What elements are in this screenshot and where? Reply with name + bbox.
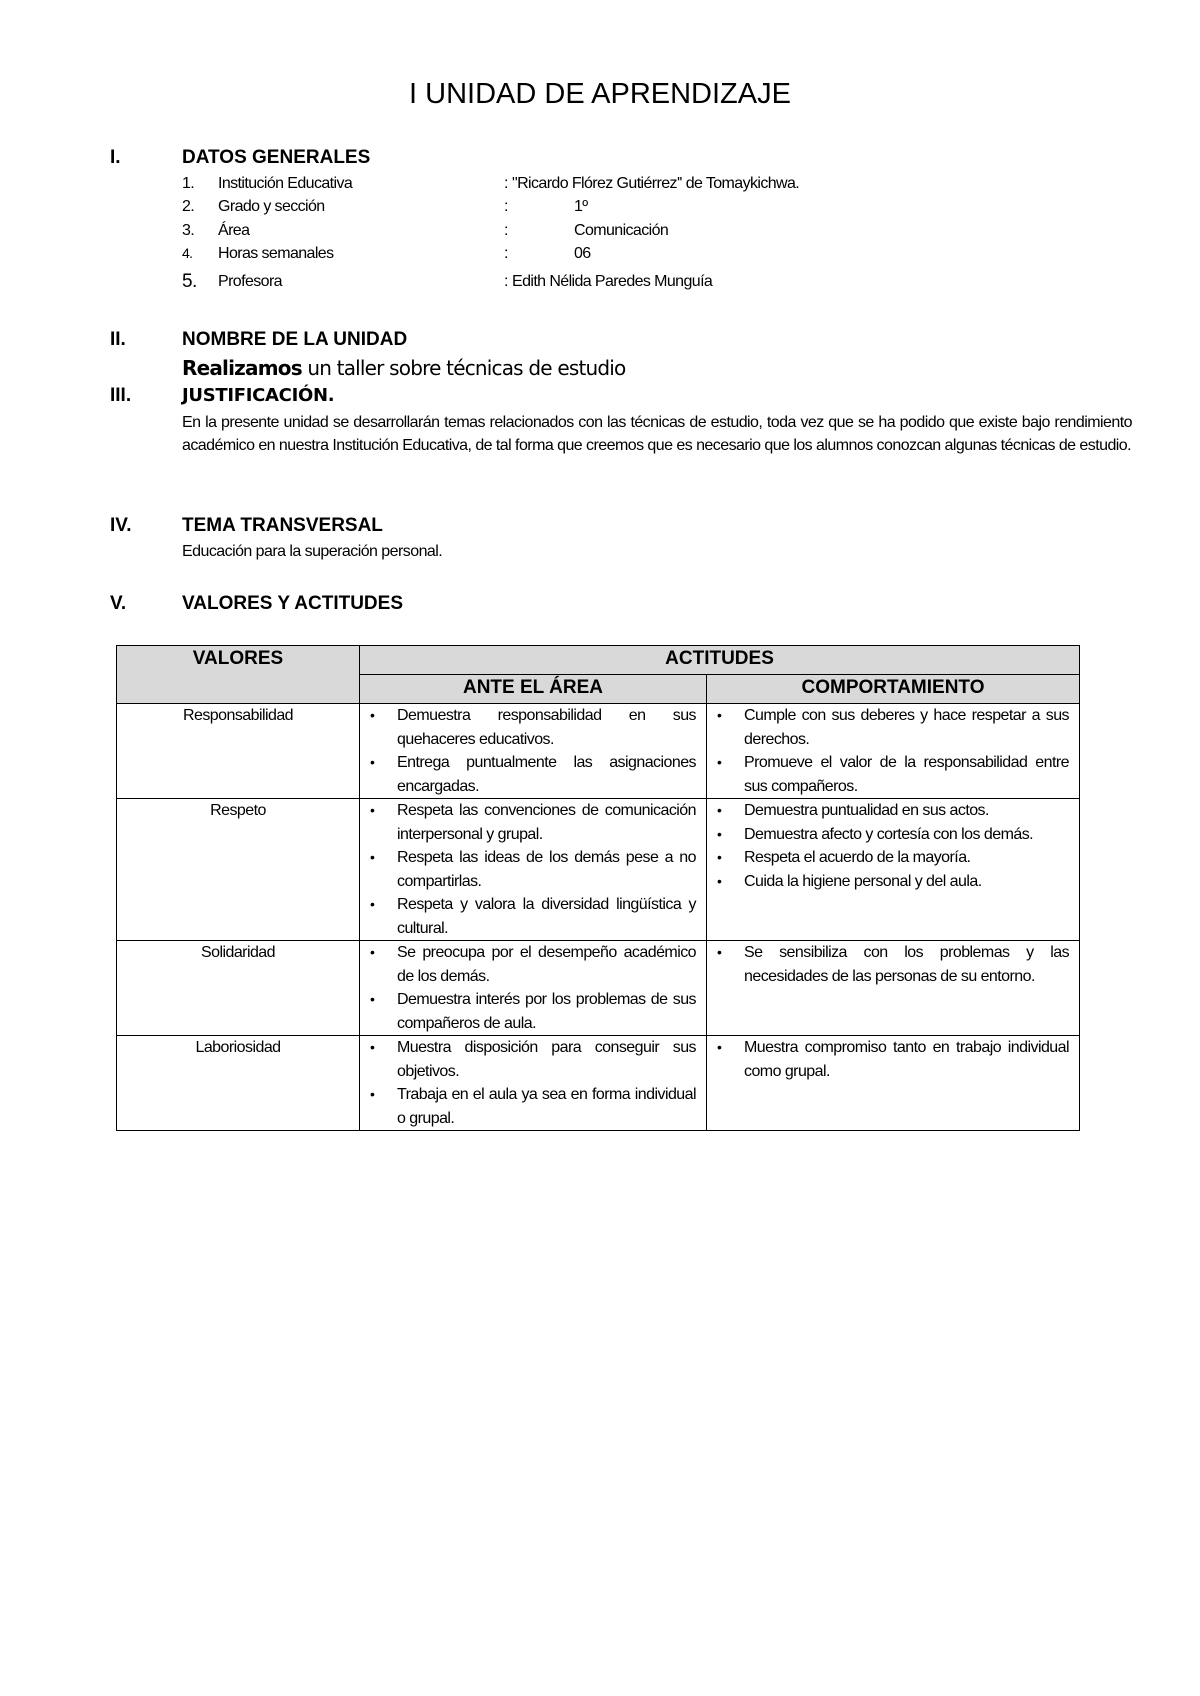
datos-row [182, 198, 1082, 222]
bullet-icon: • [370, 802, 375, 818]
bullet-icon: • [717, 1039, 722, 1055]
justificacion-paragraph: En la presente unidad se desarrollarán temas relacionados con las técnicas de estudio, toda vez que se ha podido que existe bajo rendimiento académico en nuestra Institución Educativa, de tal forma que creemos que es necesario que los alumnos conozcan algunas técnicas de estudio. [182, 414, 1132, 454]
bullet-icon: • [370, 1086, 375, 1102]
section-title-datos-generales: DATOS GENERALES [182, 147, 371, 168]
list-item [360, 941, 696, 988]
bullet-icon: • [717, 872, 722, 889]
bullet-icon: • [717, 802, 722, 818]
list-item-text: Respeta las ideas de los demás pese a no compartirlas. [397, 849, 696, 890]
list-item [707, 751, 1069, 798]
bullet-icon: • [370, 896, 375, 912]
item-colon: : [504, 245, 508, 262]
document-title: I UNIDAD DE APRENDIZAJE [409, 78, 791, 110]
datos-row [182, 175, 1082, 199]
item-colon: : [504, 175, 508, 192]
list-item-text: Demuestra puntualidad en sus actos. [744, 802, 989, 819]
list-item-text: Se preocupa por el desempeño académico de los demás. [397, 944, 696, 985]
list-item-text: Cumple con sus deberes y hace respetar a sus derechos. [744, 707, 1070, 748]
unit-name-bold: Realizamos [182, 356, 302, 380]
bullet-icon: • [717, 825, 722, 842]
header-comportamiento: COMPORTAMIENTO [707, 675, 1080, 704]
datos-row [182, 222, 1082, 246]
list-item [707, 870, 1069, 894]
item-number: 4. [182, 245, 193, 261]
list-item [360, 704, 696, 751]
bullet-icon: • [717, 707, 722, 723]
area-list [360, 1036, 696, 1130]
item-label: Área [218, 222, 250, 239]
bullet-icon: • [717, 754, 722, 770]
list-item [707, 941, 1069, 988]
table-row [117, 799, 1080, 941]
item-value: "Ricardo Flórez Gutiérrez'' de Tomaykichwa. [512, 175, 800, 192]
bullet-icon: • [370, 707, 375, 723]
area-list [360, 704, 696, 798]
area-cell [360, 704, 707, 799]
list-item-text: Se sensibiliza con los problemas y las necesidades de las personas de su entorno. [744, 944, 1070, 985]
bullet-icon: • [370, 754, 375, 770]
datos-row [182, 245, 1082, 269]
bullet-icon: • [370, 849, 375, 865]
list-item [707, 1036, 1069, 1083]
section-title-valores-actitudes: VALORES Y ACTITUDES [182, 593, 403, 614]
comportamiento-cell [707, 941, 1080, 1036]
item-value: 06 [574, 245, 591, 262]
item-colon: : [504, 273, 508, 290]
list-item-text: Demuestra afecto y cortesía con los demás. [744, 825, 1034, 843]
list-item [707, 704, 1069, 751]
list-item [360, 1083, 696, 1130]
table-row [117, 704, 1080, 799]
list-item [707, 823, 1069, 847]
section-number: V. [110, 593, 127, 614]
list-item [707, 799, 1069, 823]
comportamiento-cell [707, 704, 1080, 799]
item-value: Edith Nélida Paredes Munguía [512, 273, 713, 290]
area-cell [360, 1036, 707, 1131]
list-item-text: Respeta las convenciones de comunicación interpersonal y grupal. [397, 802, 696, 843]
tema-transversal-text: Educación para la superación personal. [182, 543, 443, 560]
list-item [360, 751, 696, 798]
section-title-justificacion: JUSTIFICACIÓN. [182, 385, 335, 406]
section-title-nombre-unidad: NOMBRE DE LA UNIDAD [182, 329, 408, 350]
list-item-text: Cuida la higiene personal y del aula. [744, 872, 982, 890]
valor-cell: Responsabilidad [117, 704, 360, 799]
comportamiento-list [707, 1036, 1069, 1083]
comportamiento-cell [707, 1036, 1080, 1131]
list-item-text: Respeta y valora la diversidad lingüística y cultural. [397, 896, 696, 937]
item-number: 2. [182, 198, 195, 215]
area-cell [360, 941, 707, 1036]
header-actitudes: ACTITUDES [360, 646, 1080, 675]
table-row [117, 1036, 1080, 1131]
valor-cell: Laboriosidad [117, 1036, 360, 1131]
section-number: II. [110, 329, 126, 350]
area-list [360, 799, 696, 940]
item-number: 5. [182, 271, 197, 292]
header-ante-el-area: ANTE EL ÁREA [360, 675, 707, 704]
area-cell [360, 799, 707, 941]
item-value: 1º [574, 198, 588, 215]
table-row [117, 941, 1080, 1036]
unit-name-rest: un taller sobre técnicas de estudio [301, 356, 626, 380]
valor-cell: Respeto [117, 799, 360, 941]
bullet-icon: • [370, 991, 375, 1007]
item-number: 1. [182, 175, 195, 192]
comportamiento-list [707, 941, 1069, 988]
list-item [360, 1036, 696, 1083]
section-title-tema-transversal: TEMA TRANSVERSAL [182, 515, 383, 536]
list-item [360, 893, 696, 940]
header-valores: VALORES [117, 646, 360, 704]
comportamiento-list [707, 799, 1069, 893]
bullet-icon: • [370, 1039, 375, 1055]
bullet-icon: • [370, 944, 375, 960]
section-number: I. [110, 147, 121, 168]
item-value: Comunicación [574, 222, 669, 239]
list-item-text: Entrega puntualmente las asignaciones encargadas. [397, 754, 696, 795]
section-number: IV. [110, 515, 132, 536]
comportamiento-cell [707, 799, 1080, 941]
list-item-text: Respeta el acuerdo de la mayoría. [744, 849, 971, 866]
item-colon: : [504, 198, 508, 215]
area-list [360, 941, 696, 1035]
list-item-text: Demuestra responsabilidad en sus quehaceres educativos. [397, 707, 696, 748]
list-item [360, 846, 696, 893]
valores-actitudes-table [116, 645, 1080, 1131]
list-item-text: Muestra disposición para conseguir sus objetivos. [397, 1039, 696, 1080]
section-number: III. [110, 385, 132, 406]
list-item [360, 799, 696, 846]
list-item-text: Demuestra interés por los problemas de sus compañeros de aula. [397, 991, 696, 1032]
comportamiento-list [707, 704, 1069, 798]
bullet-icon: • [717, 849, 722, 865]
item-label: Institución Educativa [218, 175, 353, 192]
item-number: 3. [182, 222, 195, 239]
valor-cell: Solidaridad [117, 941, 360, 1036]
list-item [707, 846, 1069, 870]
list-item-text: Muestra compromiso tanto en trabajo individual como grupal. [744, 1039, 1070, 1080]
item-label: Grado y sección [218, 198, 325, 215]
datos-row [182, 273, 1082, 297]
list-item-text: Promueve el valor de la responsabilidad entre sus compañeros. [744, 754, 1070, 795]
list-item [360, 988, 696, 1035]
unit-name [182, 356, 625, 380]
bullet-icon: • [717, 944, 722, 960]
item-label: Profesora [218, 273, 282, 290]
list-item-text: Trabaja en el aula ya sea en forma individual o grupal. [397, 1086, 696, 1127]
item-label: Horas semanales [218, 245, 334, 262]
item-colon: : [504, 222, 508, 239]
